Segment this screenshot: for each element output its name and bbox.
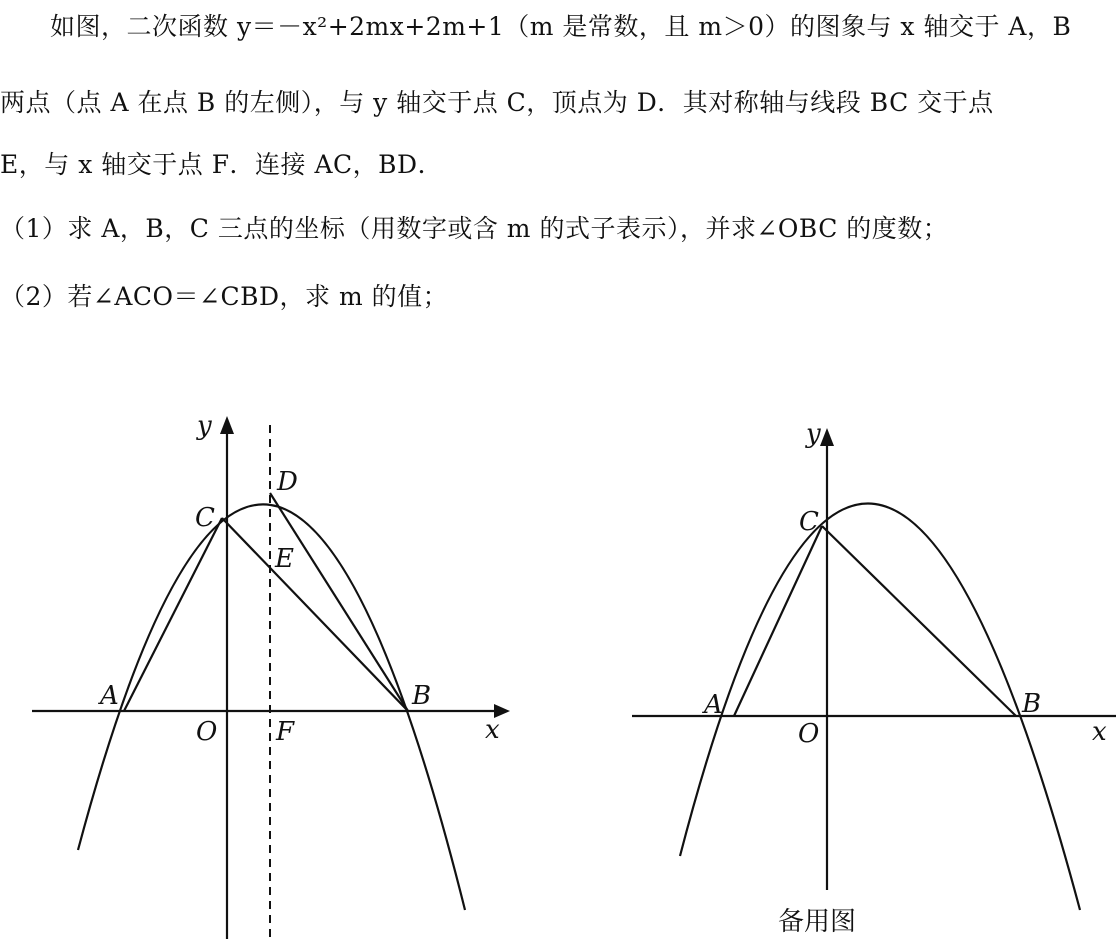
segment-BD — [270, 493, 408, 711]
problem-statement-line-3: E，与 x 轴交于点 F．连接 AC，BD． — [0, 150, 444, 179]
figure-2-caption: 备用图 — [778, 907, 857, 937]
y-axis-2-arrow-icon — [820, 428, 834, 446]
label-x-2: x — [1092, 717, 1107, 747]
segment-BC — [222, 518, 408, 711]
question-1: （1）求 A，B，C 三点的坐标（用数字或含 m 的式子表示），并求∠OBC 的度数； — [0, 214, 949, 243]
segment-AC — [124, 518, 222, 711]
parabola — [78, 504, 465, 910]
label-A: A — [100, 681, 119, 711]
label-C: C — [195, 503, 215, 533]
problem-text — [0, 0, 1116, 330]
label-D: D — [277, 467, 298, 497]
label-E: E — [275, 544, 294, 574]
label-O-2: O — [798, 719, 820, 749]
label-O: O — [196, 717, 218, 747]
figures-svg — [0, 330, 1116, 939]
segment-BC-2 — [822, 526, 1016, 716]
label-B: B — [412, 681, 432, 711]
label-F: F — [276, 717, 295, 747]
label-y: y — [197, 411, 212, 441]
problem-statement-line-2: 两点（点 A 在点 B 的左侧），与 y 轴交于点 C，顶点为 D．其对称轴与线段 BC 交于点 — [0, 88, 994, 117]
label-x: x — [485, 715, 500, 745]
label-y-2: y — [806, 419, 821, 449]
problem-statement-line-1: 如图，二次函数 y＝－x²+2mx+2m+1（m 是常数，且 m＞0）的图象与 x 轴交于 A，B — [50, 12, 1072, 41]
label-C-2: C — [799, 507, 819, 537]
segment-AC-2 — [734, 526, 822, 716]
figure-1 — [32, 411, 510, 939]
figures-area — [0, 330, 1116, 939]
y-axis-arrow-icon — [220, 416, 234, 434]
label-B-2: B — [1022, 689, 1042, 719]
parabola-2 — [680, 504, 1080, 910]
label-A-2: A — [704, 690, 723, 720]
question-2: （2）若∠ACO＝∠CBD，求 m 的值； — [0, 282, 449, 311]
figure-2 — [632, 419, 1116, 937]
